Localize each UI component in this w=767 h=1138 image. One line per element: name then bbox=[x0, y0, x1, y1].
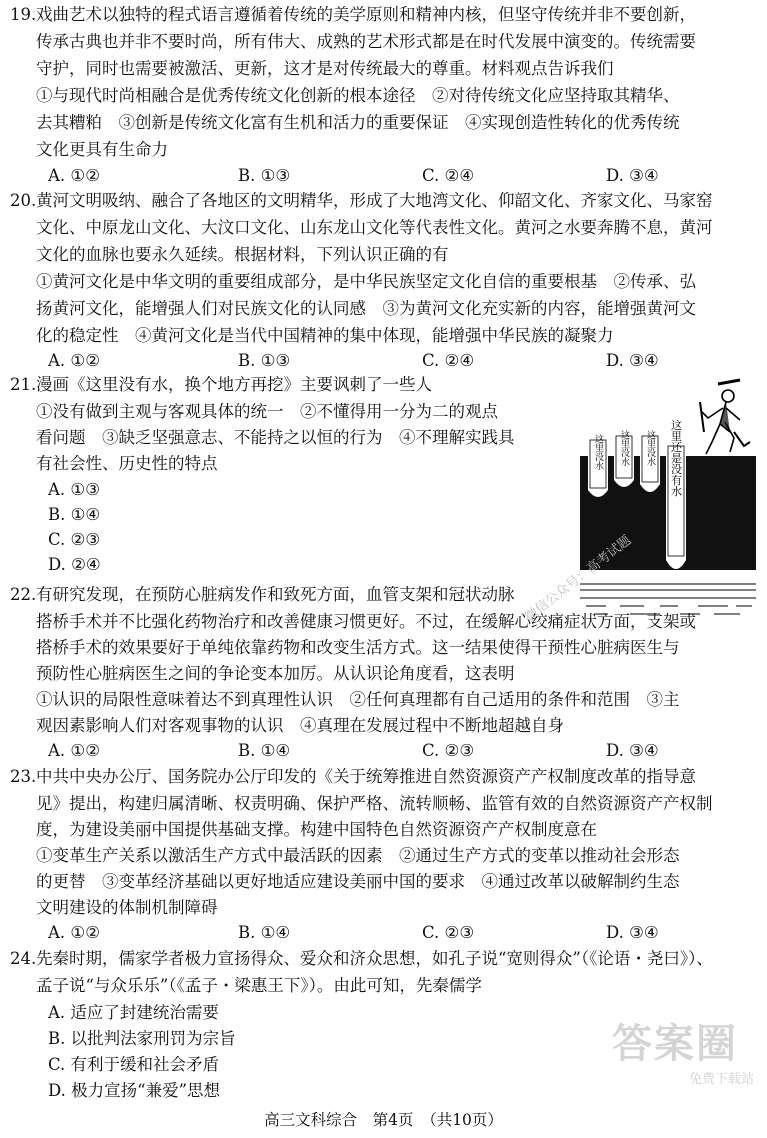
option-b[interactable]: B. ①④ bbox=[238, 741, 291, 760]
option-c[interactable]: C. 有利于缓和社会矛盾 bbox=[48, 1055, 220, 1074]
question-text-line: 看问题 ③缺乏坚强意志、不能持之以恒的行为 ④不理解实践具 bbox=[36, 428, 515, 447]
option-c[interactable]: C. ②④ bbox=[422, 166, 475, 185]
sign-4-text: 这里还是没有水 bbox=[669, 419, 683, 497]
question-text-line: ①变革生产关系以激活生产方式中最活跃的因素 ②通过生产方式的变革以推动社会形态 bbox=[36, 846, 680, 865]
option-b[interactable]: B. ①④ bbox=[48, 505, 101, 524]
question-text-line: 观因素影响人们对客观事物的认识 ④真理在发展过程中不断地超越自身 bbox=[36, 716, 564, 735]
question-text-line: 搭桥手术的效果要好于单纯依靠药物和改变生活方式。这一结果使得干预性心脏病医生与 bbox=[36, 638, 680, 657]
option-d[interactable]: D. ③④ bbox=[606, 741, 659, 760]
question-number: 22. bbox=[10, 585, 37, 604]
digger-figure bbox=[700, 380, 750, 454]
sign-1-text: 这里没水 bbox=[593, 434, 603, 470]
option-d[interactable]: D. ③④ bbox=[606, 923, 659, 942]
question-text-line: 传承古典也并非不要时尚，所有伟大、成熟的艺术形式都是在时代发展中演变的。传统需要 bbox=[36, 32, 696, 51]
question-text-line: 有研究发现，在预防心脏病发作和致死方面，血管支架和冠状动脉 bbox=[36, 585, 515, 604]
question-19 bbox=[10, 4, 758, 184]
option-d[interactable]: D. ③④ bbox=[606, 351, 659, 370]
question-text-line: ①与现代时尚相融合是优秀传统文化创新的根本途径 ②对待传统文化应坚持取其精华、 bbox=[36, 86, 680, 105]
option-a[interactable]: A. ①② bbox=[48, 166, 100, 185]
option-a[interactable]: A. 适应了封建统治需要 bbox=[48, 1003, 219, 1022]
option-d[interactable]: D. ②④ bbox=[48, 555, 101, 574]
option-c[interactable]: C. ②④ bbox=[422, 351, 475, 370]
question-text-line: 文化的血脉也要永久延续。根据材料，下列认识正确的有 bbox=[36, 245, 449, 264]
option-b[interactable]: B. ①③ bbox=[238, 166, 291, 185]
question-text-line: 预防性心脏病医生之间的争论变本加厉。从认识论角度看，这表明 bbox=[36, 664, 515, 683]
question-number: 23. bbox=[10, 767, 37, 786]
question-text-line: 化的稳定性 ④黄河文化是当代中国精神的集中体现，能增强中华民族的凝聚力 bbox=[36, 326, 614, 345]
question-text-line: 的更替 ③变革经济基础以更好地适应建设美丽中国的要求 ④通过改革以破解制约生态 bbox=[36, 872, 680, 891]
option-c[interactable]: C. ②③ bbox=[48, 530, 101, 549]
question-text-line: ①黄河文化是中华文明的重要组成部分，是中华民族坚定文化自信的重要根基 ②传承、弘 bbox=[36, 272, 696, 291]
question-text-line: 见》提出，构建归属清晰、权责明确、保护严格、流转顺畅、监管有效的自然资源资产产权制 bbox=[36, 794, 713, 813]
options-row bbox=[48, 740, 748, 766]
option-d[interactable]: D. 极力宣扬“兼爱”思想 bbox=[48, 1081, 221, 1100]
question-text-line: ①认识的局限性意味着达不到真理性认识 ②任何真理都有自己适用的条件和范围 ③主 bbox=[36, 690, 680, 709]
question-text-line: 孟子说“与众乐乐”（《孟子・梁惠王下》）。由此可知，先秦儒学 bbox=[36, 976, 482, 995]
question-20 bbox=[10, 190, 758, 370]
question-number: 19. bbox=[10, 5, 37, 24]
question-text-line: 先秦时期，儒家学者极力宣扬得众、爱众和济众思想，如孔子说“宽则得众”（《论语・尧曰》）、 bbox=[36, 949, 713, 968]
question-text-line: ①没有做到主观与客观具体的统一 ②不懂得用一分为二的观点 bbox=[36, 402, 498, 421]
option-a[interactable]: A. ①② bbox=[48, 741, 100, 760]
watermark-logo bbox=[612, 1020, 762, 1110]
options-row bbox=[48, 165, 748, 191]
question-text-line: 黄河文明吸纳、融合了各地区的文明精华，形成了大地湾文化、仰韶文化、齐家文化、马家窑 bbox=[36, 191, 713, 210]
sign-3-text: 这里没水 bbox=[645, 430, 655, 466]
question-text-line: 有社会性、历史性的特点 bbox=[36, 454, 218, 473]
option-a[interactable]: A. ①② bbox=[48, 351, 100, 370]
option-d[interactable]: D. ③④ bbox=[606, 166, 659, 185]
question-number: 24. bbox=[10, 949, 37, 968]
question-23 bbox=[10, 766, 758, 946]
question-text-line: 漫画《这里没有水，换个地方再挖》主要讽刺了一些人 bbox=[36, 375, 432, 394]
question-text-line: 中共中央办公厅、国务院办公厅印发的《关于统筹推进自然资源资产产权制度改革的指导意 bbox=[36, 767, 696, 786]
watermark-logo-small: 免费下载站 bbox=[688, 1072, 754, 1087]
page-footer: 高三文科综合 第4页 （共10页） bbox=[264, 1111, 503, 1129]
option-c[interactable]: C. ②③ bbox=[422, 923, 475, 942]
option-a[interactable]: A. ①② bbox=[48, 923, 100, 942]
question-text-line: 去其糟粕 ③创新是传统文化富有生机和活力的重要保证 ④实现创造性转化的优秀传统 bbox=[36, 113, 680, 132]
question-number: 21. bbox=[10, 375, 37, 394]
question-text-line: 文化、中原龙山文化、大汶口文化、山东龙山文化等代表性文化。黄河之水要奔腾不息，黄河 bbox=[36, 218, 713, 237]
question-text-line: 文化更具有生命力 bbox=[36, 140, 168, 159]
question-text-line: 度，为建设美丽中国提供基础支撑。构建中国特色自然资源资产产权制度意在 bbox=[36, 820, 597, 839]
question-text-line: 文明建设的体制机制障碍 bbox=[36, 898, 218, 917]
options-row bbox=[48, 922, 748, 948]
question-number: 20. bbox=[10, 191, 37, 210]
option-b[interactable]: B. ①④ bbox=[238, 923, 291, 942]
option-c[interactable]: C. ②③ bbox=[422, 741, 475, 760]
question-text-line: 扬黄河文化，能增强人们对民族文化的认同感 ③为黄河文化充实新的内容，能增强黄河文 bbox=[36, 299, 696, 318]
watermark-logo-text: 答案圈 bbox=[612, 1021, 738, 1067]
option-b[interactable]: B. ①③ bbox=[238, 351, 291, 370]
question-22 bbox=[10, 584, 758, 764]
question-text-line: 搭桥手术并不比强化药物治疗和改善健康习惯更好。不过，在缓解心绞痛症状方面，支架或 bbox=[36, 612, 696, 631]
watermark-center: 微信公众号：高考试题 bbox=[522, 533, 635, 625]
question-text-line: 戏曲艺术以独特的程式语言遵循着传统的美学原则和精神内核，但坚守传统并非不要创新， bbox=[36, 5, 696, 24]
option-a[interactable]: A. ①③ bbox=[48, 480, 100, 499]
option-b[interactable]: B. 以批判法家刑罚为宗旨 bbox=[48, 1029, 236, 1048]
question-text-line: 守护，同时也需要被激活、更新，这才是对传统最大的尊重。材料观点告诉我们 bbox=[36, 59, 614, 78]
sign-2-text: 这里没水 bbox=[619, 430, 629, 466]
